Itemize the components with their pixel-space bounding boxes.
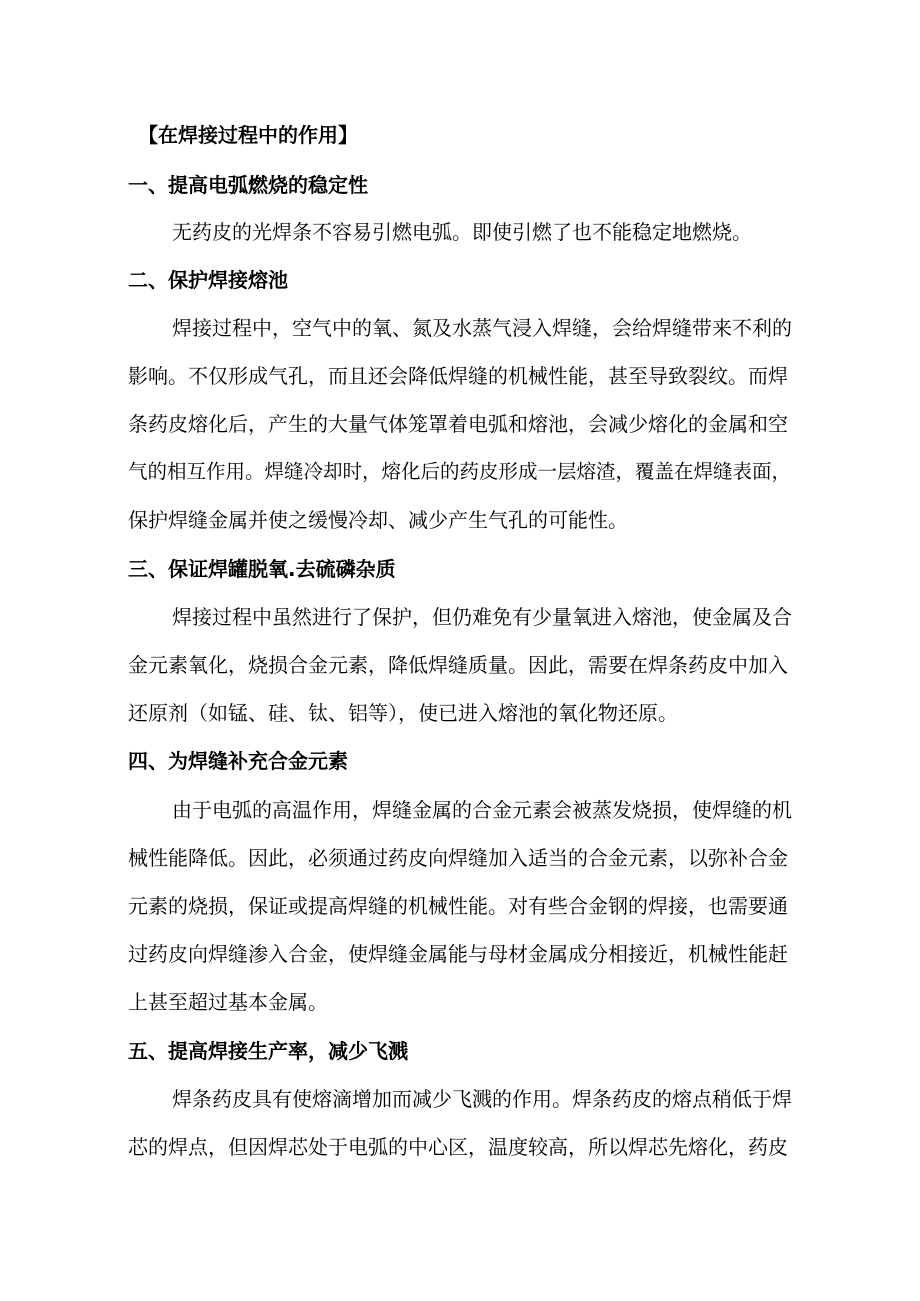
section-2-line-5: 保护焊缝金属并使之缓慢冷却、减少产生气孔的可能性。 [128,508,628,532]
document-title: 【在焊接过程中的作用】 [138,123,358,147]
section-heading-3: 三、保证焊罐脱氧.去硫磷杂质 [128,557,396,581]
section-4-line-5: 上甚至超过基本金属。 [128,990,328,1014]
section-heading-1: 一、提高电弧燃烧的稳定性 [128,173,368,197]
section-3-line-3: 还原剂（如锰、硅、钛、铝等），使已进入熔池的氧化物还原。 [128,701,678,725]
section-heading-2: 二、保护焊接熔池 [128,268,288,292]
section-heading-5: 五、提高焊接生产率，减少飞溅 [128,1039,408,1063]
section-2-line-2: 影响。不仅形成气孔，而且还会降低焊缝的机械性能，甚至导致裂纹。而焊 [128,364,788,388]
section-2-line-4: 气的相互作用。焊缝冷却时，熔化后的药皮形成一层熔渣，覆盖在焊缝表面， [128,460,792,483]
section-4-line-1: 由于电弧的高温作用，焊缝金属的合金元素会被蒸发烧损，使焊缝的机 [172,798,792,822]
section-3-line-1: 焊接过程中虽然进行了保护，但仍难免有少量氧进入熔池，使金属及合 [172,605,792,629]
section-2-line-1: 焊接过程中，空气中的氧、氮及水蒸气浸入焊缝，会给焊缝带来不利的 [172,316,792,340]
section-4-line-3: 元素的烧损，保证或提高焊缝的机械性能。对有些合金钢的焊接，也需要通 [128,894,788,918]
section-5-line-1: 焊条药皮具有使熔滴增加而减少飞溅的作用。焊条药皮的熔点稍低于焊 [172,1087,792,1111]
section-heading-4: 四、为焊缝补充合金元素 [128,749,348,773]
section-1-line-1: 无药皮的光焊条不容易引燃电弧。即使引燃了也不能稳定地燃烧。 [172,220,752,244]
section-3-line-2: 金元素氧化，烧损合金元素，降低焊缝质量。因此，需要在焊条药皮中加入 [128,653,788,677]
section-5-line-2: 芯的焊点，但因焊芯处于电弧的中心区，温度较高，所以焊芯先熔化，药皮 [128,1135,788,1159]
section-2-line-3: 条药皮熔化后，产生的大量气体笼罩着电弧和熔池，会减少熔化的金属和空 [128,412,788,436]
section-4-line-4: 过药皮向焊缝渗入合金，使焊缝金属能与母材金属成分相接近，机械性能赶 [128,942,788,966]
section-4-line-2: 械性能降低。因此，必须通过药皮向焊缝加入适当的合金元素，以弥补合金 [128,846,788,870]
